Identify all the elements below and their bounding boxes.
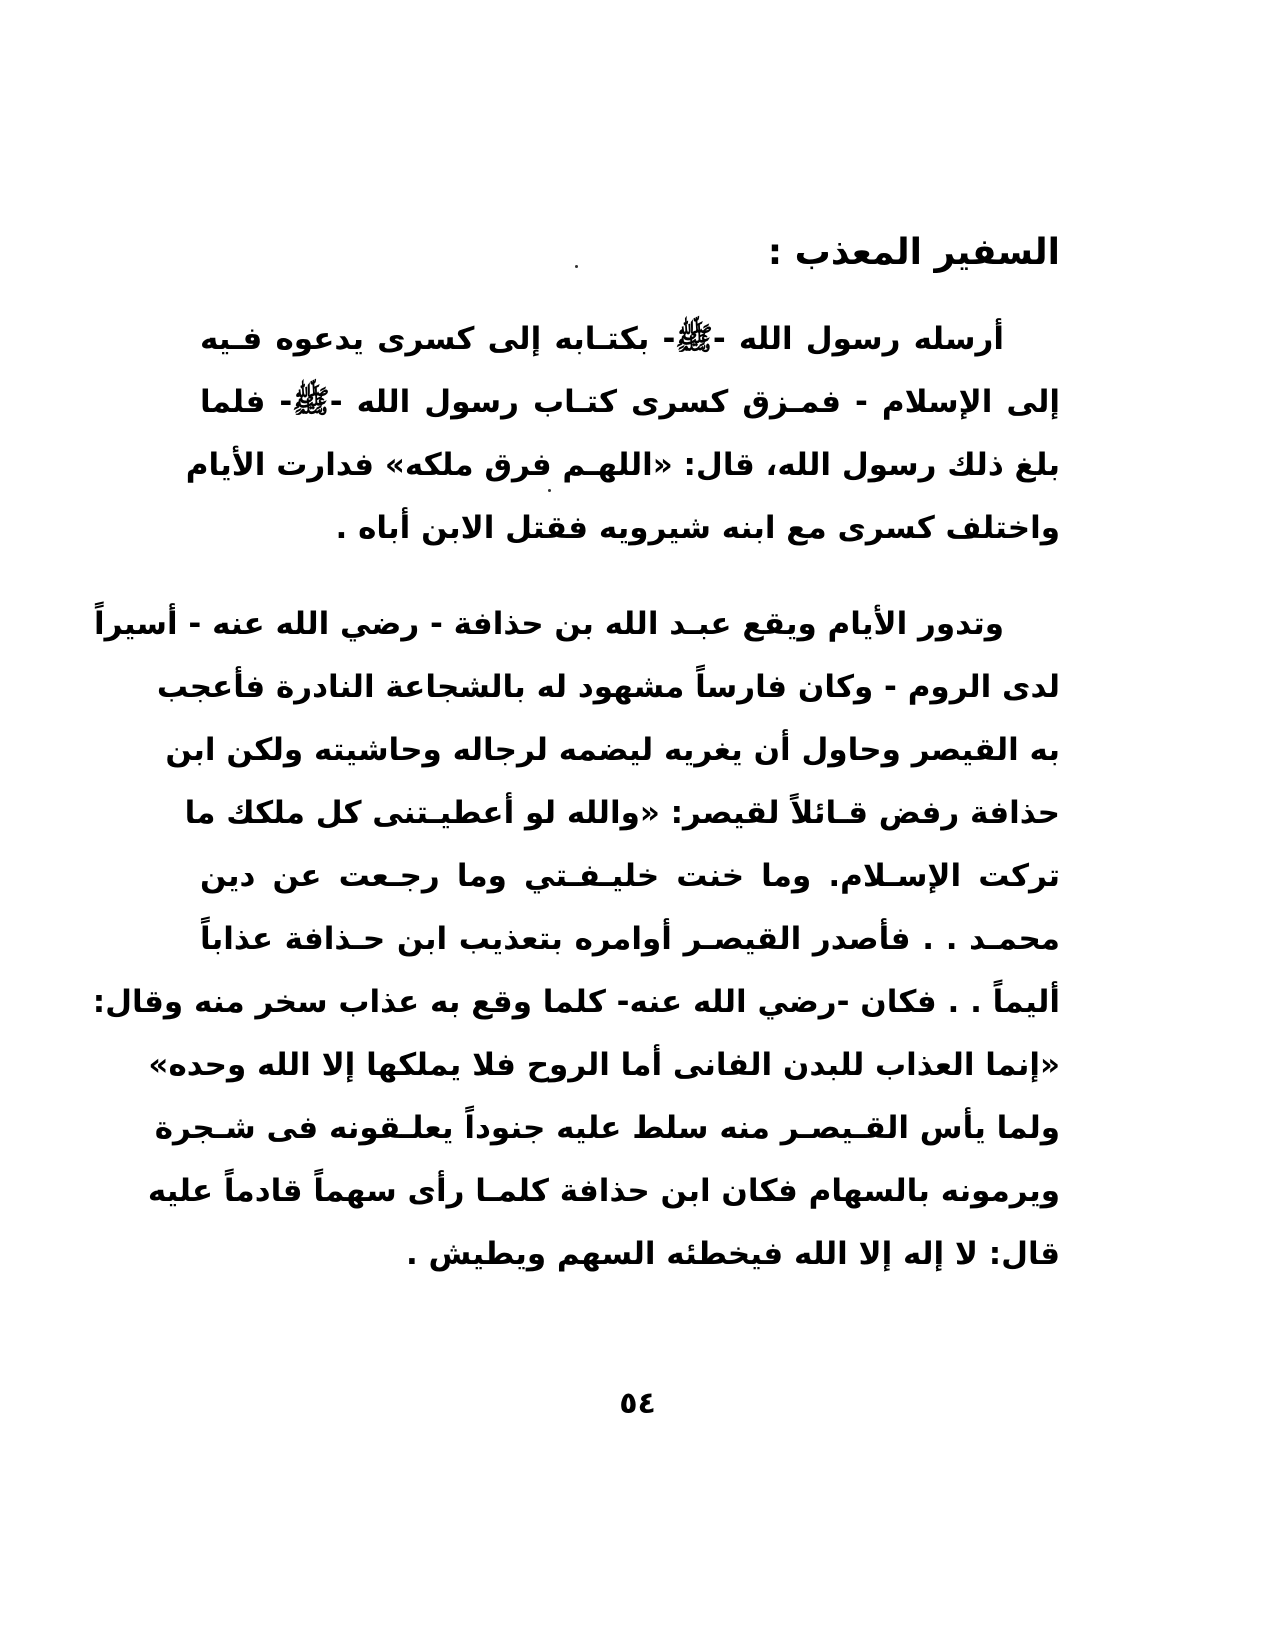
paragraph-line: حذافة رفض قـائلاً لقيصر: «والله لو أعطيـتنى كل ملكك ما [184,795,1060,831]
scan-speck [575,265,578,268]
scan-speck [548,489,551,492]
page-number: ٥٤ [619,1386,656,1421]
paragraph-line: أليماً . . فكان -رضي الله عنه- كلما وقع به عذاب سخر منه وقال: [92,984,1060,1020]
paragraph-line: ولما يأس القـيصـر منه سلط عليه جنوداً يعلـقونه فى شـجرة [154,1110,1060,1146]
paragraph-1 [185,308,1060,560]
section-heading: السفير المعذب : [767,232,1060,273]
paragraph-line: ويرمونه بالسهام فكان ابن حذافة كلمـا رأى سهماً قادماً عليه [147,1173,1060,1209]
paragraph-line: بلغ ذلك رسول الله، قال: «اللهـم فرق ملكه» فدارت الأيام [185,447,1060,483]
paragraph-line: «إنما العذاب للبدن الفانى أما الروح فلا يملكها إلا الله وحده» [148,1047,1060,1083]
paragraph-line: واختلف كسرى مع ابنه شيرويه فقتل الابن أباه . [335,510,1060,546]
paragraph-line: به القيصر وحاول أن يغريه ليضمه لرجاله وحاشيته ولكن ابن [165,732,1060,768]
paragraph-line: قال: لا إله إلا الله فيخطئه السهم ويطيش . [405,1236,1060,1272]
paragraph-2 [92,593,1060,1286]
paragraph-line: وتدور الأيام ويقع عبـد الله بن حذافة - رضي الله عنه - أسيراً [93,606,1004,642]
paragraph-line: أرسله رسول الله -ﷺ- بكتـابه إلى كسرى يدعوه فـيه [200,321,1004,357]
paragraph-line: لدى الروم - وكان فارساً مشهود له بالشجاعة النادرة فأعجب [156,669,1060,705]
paragraph-line: محمـد . . فأصدر القيصـر أوامره بتعذيب ابن حـذافة عذاباً [200,921,1060,957]
paragraph-line: تركت الإسـلام. وما خنت خليـفـتي وما رجـعت عن دين [200,858,1060,894]
paragraph-line: إلى الإسلام - فمـزق كسرى كتـاب رسول الله -ﷺ- فلما [200,384,1060,420]
